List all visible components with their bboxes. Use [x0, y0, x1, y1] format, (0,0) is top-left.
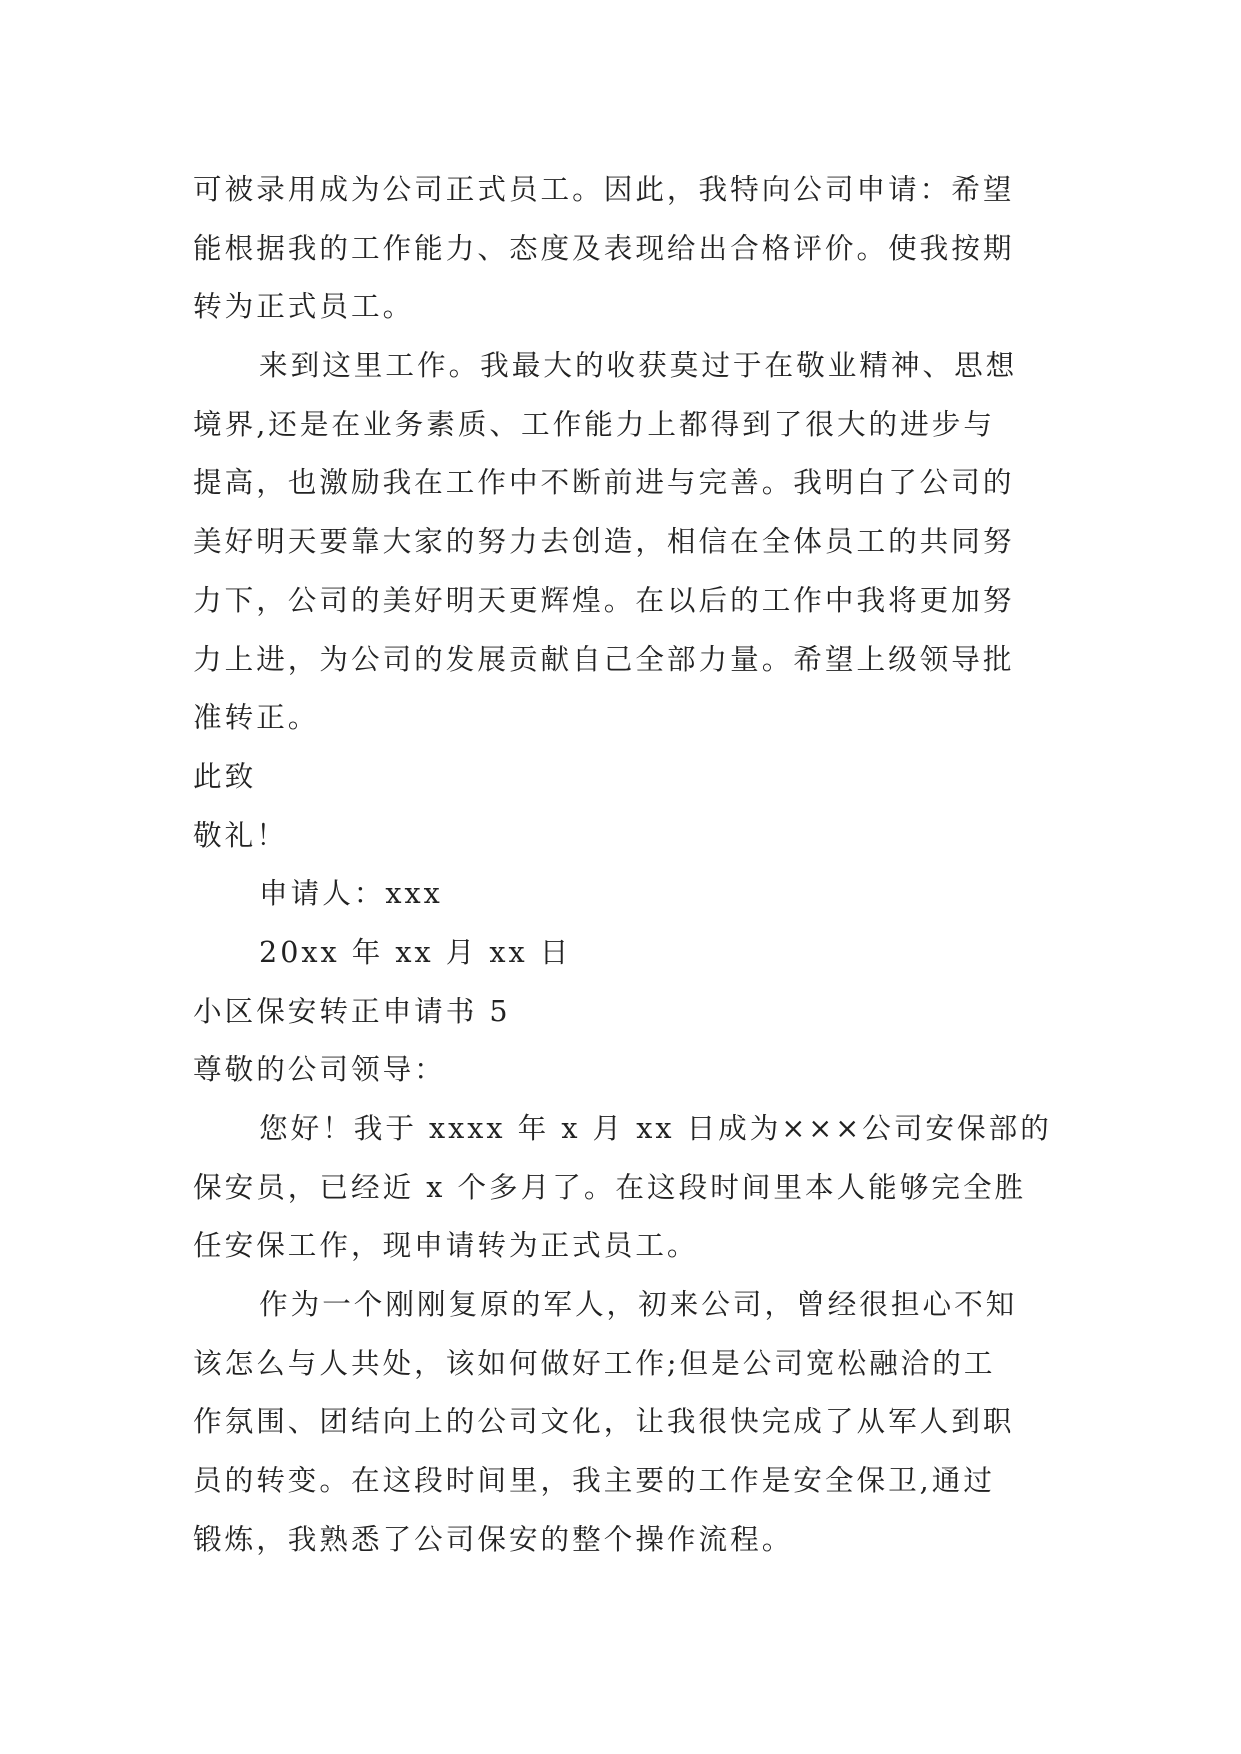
applicant-signature: 申请人：xxx	[259, 876, 443, 911]
signature-date: 20xx 年 xx 月 xx 日	[259, 934, 572, 969]
body-line: 境界,还是在业务素质、工作能力上都得到了很大的进步与	[193, 406, 995, 441]
paragraph-first-line: 作为一个刚刚复原的军人，初来公司，曾经很担心不知	[259, 1287, 1018, 1322]
body-line: 能根据我的工作能力、态度及表现给出合格评价。使我按期	[193, 230, 1015, 265]
body-line: 锻炼，我熟悉了公司保安的整个操作流程。	[193, 1521, 794, 1556]
body-line: 提高，也激励我在工作中不断前进与完善。我明白了公司的	[193, 465, 1015, 500]
body-line: 员的转变。在这段时间里，我主要的工作是安全保卫,通过	[193, 1463, 995, 1498]
body-line: 该怎么与人共处，该如何做好工作;但是公司宽松融洽的工	[193, 1345, 996, 1380]
section-title: 小区保安转正申请书 5	[193, 993, 511, 1028]
body-line: 保安员，已经近 x 个多月了。在这段时间里本人能够完全胜	[193, 1169, 1027, 1204]
body-line: 转为正式员工。	[193, 289, 415, 324]
body-line: 力上进，为公司的发展贡献自己全部力量。希望上级领导批	[193, 641, 1015, 676]
paragraph-first-line: 来到这里工作。我最大的收获莫过于在敬业精神、思想	[259, 348, 1018, 383]
body-line: 任安保工作，现申请转为正式员工。	[193, 1228, 699, 1263]
body-line: 力下，公司的美好明天更辉煌。在以后的工作中我将更加努	[193, 582, 1015, 617]
document-body	[193, 160, 1053, 1569]
closing-respect: 敬礼！	[193, 817, 288, 852]
paragraph-first-line: 您好！我于 xxxx 年 x 月 xx 日成为×××公司安保部的	[259, 1111, 1052, 1145]
body-line: 准转正。	[193, 700, 320, 735]
body-line: 美好明天要靠大家的努力去创造，相信在全体员工的共同努	[193, 524, 1015, 559]
body-line: 可被录用成为公司正式员工。因此，我特向公司申请：希望	[193, 172, 1015, 206]
body-line: 作氛围、团结向上的公司文化，让我很快完成了从军人到职	[193, 1404, 1015, 1439]
closing-salutation: 此致	[193, 758, 257, 793]
letter-greeting: 尊敬的公司领导：	[193, 1052, 446, 1087]
